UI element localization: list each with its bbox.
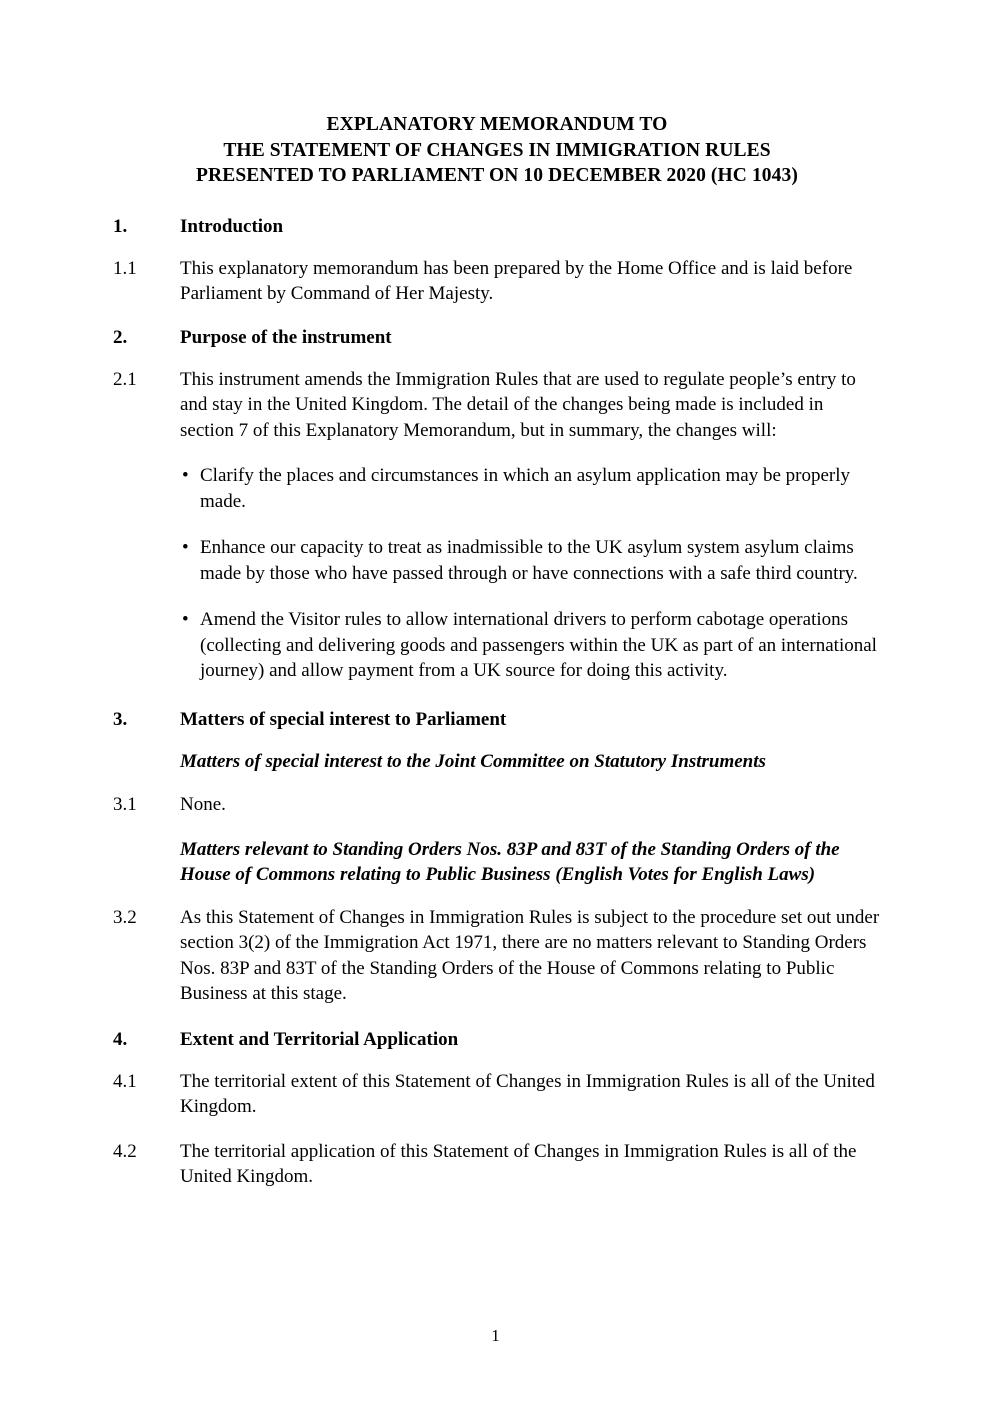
paragraph-text-4-1: The territorial extent of this Statement of Changes in Immigration Rules is all of the United Kingdom. (180, 1070, 875, 1117)
paragraph-text-3-1: None. (180, 794, 226, 815)
paragraph-number-1-1: 1.1 (113, 257, 137, 279)
page-number: 1 (491, 1326, 500, 1345)
paragraph-text-4-2: The territorial application of this Statement of Changes in Immigration Rules is all of the United Kingdom. (180, 1140, 857, 1187)
title-line-2: THE STATEMENT OF CHANGES IN IMMIGRATION RULES (223, 139, 771, 161)
bullet-icon: • (182, 537, 189, 558)
paragraph-number-3-2: 3.2 (113, 906, 137, 928)
paragraph-2-1 (113, 367, 881, 444)
section-title-1: Introduction (180, 215, 284, 237)
list-item (113, 463, 881, 514)
section-title-4: Extent and Territorial Application (180, 1028, 459, 1050)
paragraph-4-1 (113, 1069, 881, 1120)
section-heading-3 (113, 708, 881, 732)
section-heading-1 (113, 215, 881, 239)
bullet-icon: • (182, 465, 189, 486)
paragraph-number-3-1: 3.1 (113, 794, 137, 815)
paragraph-number-2-1: 2.1 (113, 368, 137, 390)
document-title (113, 112, 881, 189)
section-number-3: 3. (113, 708, 128, 730)
section-heading-2 (113, 326, 881, 350)
document-body (113, 112, 881, 1190)
paragraph-3-1 (113, 792, 881, 818)
subheading-standing-orders: Matters relevant to Standing Orders Nos. 83P and 83T of the Standing Orders of the House of Commons relating to Public Business (English Votes for English Laws) (180, 838, 840, 885)
bullet-text-3: Amend the Visitor rules to allow international drivers to perform cabotage operations (collecting and delivering goods and passengers within the UK as part of an international journey) and allow payment from a UK source for doing this activity. (200, 609, 877, 681)
bullet-text-2: Enhance our capacity to treat as inadmissible to the UK asylum system asylum claims made by those who have passed through or have connections with a safe third country. (200, 537, 858, 584)
bullet-text-1: Clarify the places and circumstances in which an asylum application may be properly made. (200, 465, 851, 512)
paragraph-4-2 (113, 1139, 881, 1190)
paragraph-text-1-1: This explanatory memorandum has been prepared by the Home Office and is laid before Parliament by Command of Her Majesty. (180, 257, 853, 304)
bullet-icon: • (182, 609, 189, 630)
paragraph-text-2-1: This instrument amends the Immigration Rules that are used to regulate people’s entry to and stay in the United Kingdom. The detail of the changes being made is included in section 7 of this Explanatory Memorandum, but in summary, the changes will: (180, 368, 856, 441)
paragraph-number-4-1: 4.1 (113, 1070, 137, 1092)
summary-bullet-list (113, 463, 881, 684)
section-number-1: 1. (113, 215, 128, 237)
paragraph-number-4-2: 4.2 (113, 1140, 137, 1162)
paragraph-3-2 (113, 905, 881, 1007)
section-title-3: Matters of special interest to Parliament (180, 708, 507, 730)
title-line-1: EXPLANATORY MEMORANDUM TO (326, 114, 668, 135)
section-number-2: 2. (113, 326, 128, 348)
title-line-3: PRESENTED TO PARLIAMENT ON 10 DECEMBER 2020 (HC 1043) (196, 165, 798, 186)
section-number-4: 4. (113, 1028, 128, 1050)
list-item (113, 607, 881, 684)
subheading-jcsi: Matters of special interest to the Joint Committee on Statutory Instruments (180, 750, 766, 772)
list-item (113, 535, 881, 586)
list-item-spacer (113, 586, 881, 607)
paragraph-1-1 (113, 256, 881, 307)
paragraph-text-3-2: As this Statement of Changes in Immigration Rules is subject to the procedure set out under section 3(2) of the Immigration Act 1971, there are no matters relevant to Standing Orders Nos. 83P and 83T of the Standing Orders of the House of Commons relating to Public Business at this stage. (180, 906, 880, 1004)
list-item-spacer (113, 514, 881, 535)
section-title-2: Purpose of the instrument (180, 326, 392, 348)
section-heading-4 (113, 1028, 881, 1052)
